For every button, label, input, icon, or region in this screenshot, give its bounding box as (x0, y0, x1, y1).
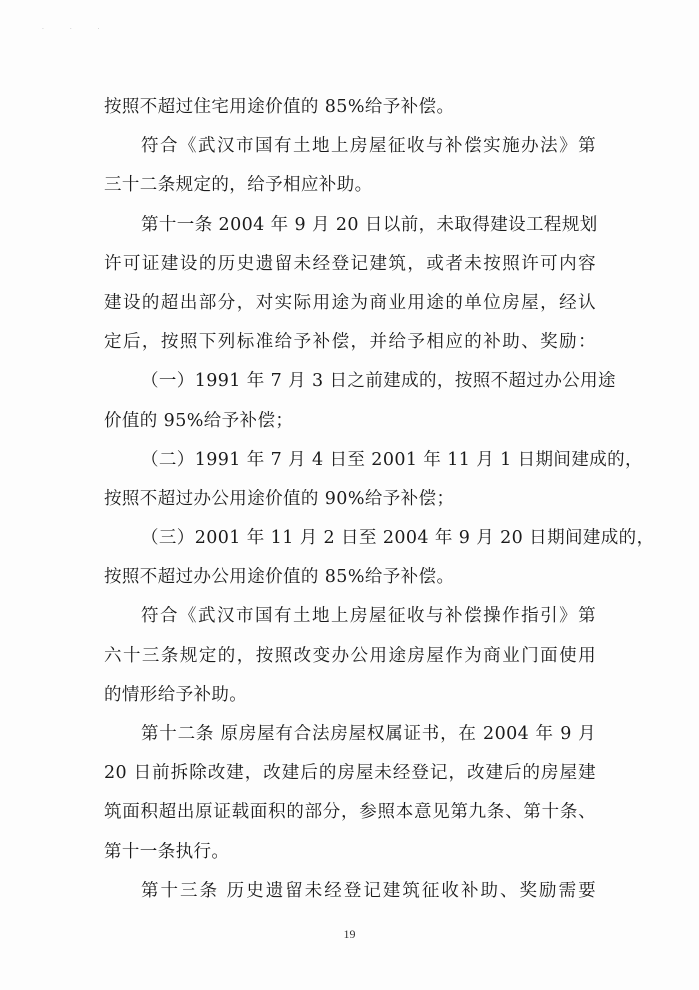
list-item-2-line: （二）1991 年 7 月 4 日至 2001 年 11 月 1 日期间建成的， (141, 449, 643, 470)
text-line: 筑面积超出原证载面积的部分，参照本意见第九条、第十条、 (104, 802, 596, 823)
text-line: 按照不超过办公用途价值的 85%给予补偿。 (104, 567, 455, 588)
body-text (104, 88, 655, 911)
text-line: 符合《武汉市国有土地上房屋征收与补偿实施办法》第 (141, 136, 596, 157)
text-line: 的情形给予补助。 (104, 684, 248, 705)
article-11-heading-line: 第十一条 2004 年 9 月 20 日以前，未取得建设工程规划 (141, 214, 598, 235)
text-line: 20 日前拆除改建，改建后的房屋未经登记，改建后的房屋建 (104, 763, 596, 784)
article-13-heading-line: 第十三条 历史遗留未经登记建筑征收补助、奖励需要 (141, 880, 596, 901)
article-12-heading-line: 第十二条 原房屋有合法房屋权属证书，在 2004 年 9 月 (141, 724, 596, 744)
text-line: 按照不超过办公用途价值的 90%给予补偿； (104, 488, 455, 509)
list-item-1-line: （一）1991 年 7 月 3 日之前建成的，按照不超过办公用途 (141, 371, 616, 392)
text-line: 六十三条规定的，按照改变办公用途房屋作为商业门面使用 (104, 645, 596, 666)
text-line: 定后，按照下列标准给予补偿，并给予相应的补助、奖励： (104, 332, 596, 353)
text-line: 第十一条执行。 (104, 841, 230, 862)
text-line: 符合《武汉市国有土地上房屋征收与补偿操作指引》第 (141, 606, 596, 627)
page-number: 19 (343, 927, 356, 941)
text-line: 按照不超过住宅用途价值的 85%给予补偿。 (104, 97, 455, 117)
list-item-3-line: （三）2001 年 11 月 2 日至 2004 年 9 月 20 日期间建成的， (141, 528, 655, 549)
text-line: 许可证建设的历史遗留未经登记建筑，或者未按照许可内容 (104, 253, 596, 274)
text-line: 价值的 95%给予补偿； (104, 410, 294, 431)
text-line: 三十二条规定的，给予相应补助。 (104, 175, 373, 196)
text-line: 建设的超出部分，对实际用途为商业用途的单位房屋，经认 (104, 292, 596, 313)
scan-speckle: · · · (42, 26, 112, 33)
